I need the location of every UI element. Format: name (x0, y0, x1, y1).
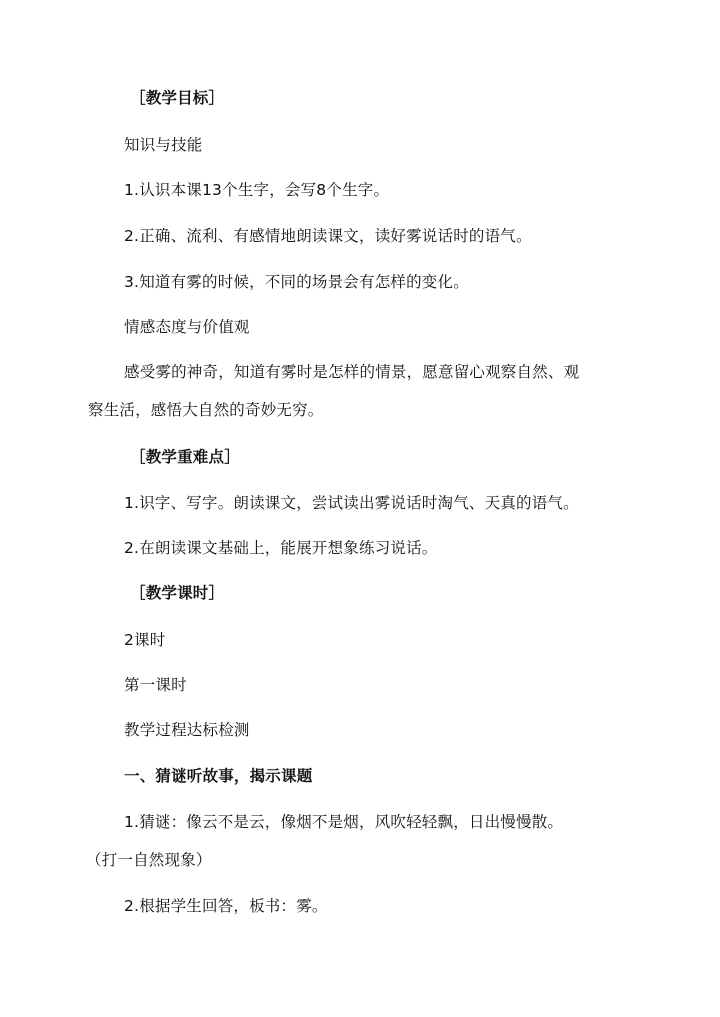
paragraph-emotion-line-1: 感受雾的神奇，知道有雾时是怎样的情景，愿意留心观察自然、观 (124, 363, 580, 381)
step-item-2: 2.根据学生回答，板书：雾。 (124, 897, 328, 915)
goal-item-2: 2.正确、流利、有感情地朗读课文，读好雾说话时的语气。 (124, 227, 532, 245)
class-hours-value: 2课时 (124, 631, 166, 649)
difficulty-item-1: 1.识字、写字。朗读课文，尝试读出雾说话时淘气、天真的语气。 (124, 494, 579, 512)
section-heading-teaching-goals: ［教学目标］ (130, 89, 225, 107)
step-item-1-line-2: （打一自然现象） (86, 851, 212, 869)
subheading-first-lesson: 第一课时 (124, 676, 187, 694)
difficulty-item-2: 2.在朗读课文基础上，能展开想象练习说话。 (124, 539, 438, 557)
step-heading-riddle: 一、猜谜听故事，揭示课题 (124, 767, 313, 785)
subheading-emotion-values: 情感态度与价值观 (124, 318, 250, 336)
step-item-1-line-1: 1.猜谜：像云不是云，像烟不是烟，风吹轻轻飘，日出慢慢散。 (124, 813, 564, 831)
goal-item-3: 3.知道有雾的时候，不同的场景会有怎样的变化。 (124, 273, 469, 291)
subheading-teaching-process: 教学过程达标检测 (124, 721, 250, 739)
section-heading-key-difficulties: ［教学重难点］ (130, 448, 240, 466)
paragraph-emotion-line-2: 察生活，感悟大自然的奇妙无穷。 (88, 401, 324, 419)
goal-item-1: 1.认识本课13个生字，会写8个生字。 (124, 181, 390, 199)
subheading-knowledge-skills: 知识与技能 (124, 136, 203, 154)
section-heading-class-hours: ［教学课时］ (130, 584, 225, 602)
